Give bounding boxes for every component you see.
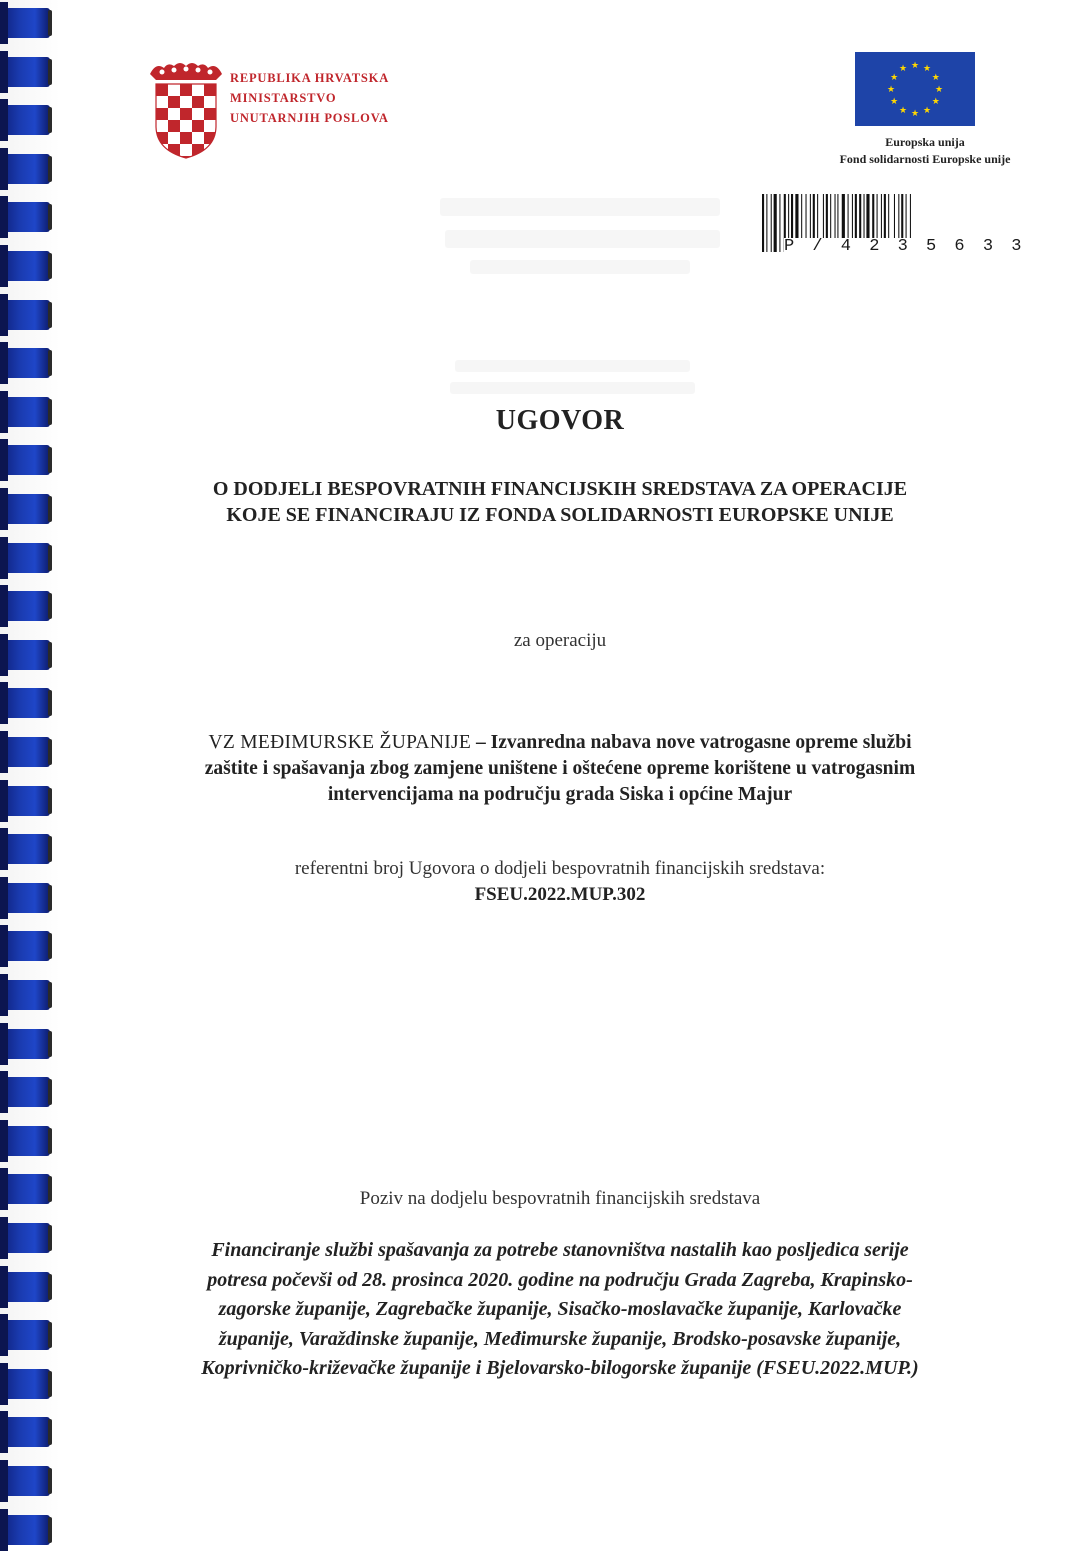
document-title: UGOVOR <box>495 405 625 436</box>
binding-coil <box>0 251 50 281</box>
spiral-binding <box>0 0 60 1537</box>
eu-star-icon: ★ <box>922 104 932 115</box>
eu-star-icon: ★ <box>890 96 899 106</box>
eu-star-icon: ★ <box>910 108 920 118</box>
institution-name <box>230 68 389 128</box>
binding-coil <box>0 834 50 864</box>
binding-coil <box>0 57 50 87</box>
binding-coil <box>0 348 50 378</box>
call-title-line: županije, Varaždinske županije, Međimurske županije, Brodsko-posavske županije, <box>218 1327 902 1350</box>
operation-description <box>130 730 990 808</box>
binding-coil <box>0 640 50 670</box>
call-label: Poziv na dodjelu bespovratnih financijskih sredstava <box>359 1188 761 1209</box>
binding-coil <box>0 300 50 330</box>
eu-star-icon: ★ <box>898 63 908 74</box>
eu-star-icon: ★ <box>898 104 908 115</box>
binding-coil <box>0 591 50 621</box>
eu-star-icon: ★ <box>890 72 899 82</box>
operation-description-line: intervencijama na području grada Siska i općine Majur <box>327 784 793 805</box>
eu-label-line: Europska unija <box>885 135 965 149</box>
barcode-number: P / 4 2 3 5 6 3 3 <box>784 237 1026 256</box>
binding-coil <box>0 1369 50 1399</box>
institution-line: REPUBLIKA HRVATSKA <box>230 71 390 85</box>
subtitle-line: KOJE SE FINANCIRAJU IZ FONDA SOLIDARNOSTI EUROPSKE UNIJE <box>226 504 894 526</box>
eu-star-icon: ★ <box>931 96 940 106</box>
binding-coil <box>0 883 50 913</box>
reference-number: FSEU.2022.MUP.302 <box>474 884 646 905</box>
institution-line: UNUTARNJIH POSLOVA <box>230 111 389 125</box>
eu-star-icon: ★ <box>910 60 920 70</box>
binding-coil <box>0 737 50 767</box>
operation-name: VZ MEĐIMURSKE ŽUPANIJE <box>208 732 472 753</box>
binding-coil <box>0 1223 50 1253</box>
binding-coil <box>0 1515 50 1545</box>
eu-label-line: Fond solidarnosti Europske unije <box>839 152 1011 166</box>
show-through-text <box>455 360 690 372</box>
reference-label: referentni broj Ugovora o dodjeli bespovratnih financijskih sredstava: <box>294 858 826 879</box>
eu-star-icon: ★ <box>922 63 932 74</box>
binding-coil <box>0 1174 50 1204</box>
binding-coil <box>0 980 50 1010</box>
binding-coil <box>0 1029 50 1059</box>
operation-description-line: – Izvanredna nabava nove vatrogasne opreme službi <box>471 732 912 753</box>
document-subtitle <box>140 476 980 528</box>
operation-description-line: zaštite i spašavanja zbog zamjene uništene i oštećene opreme korištene u vatrogasnim <box>204 758 916 779</box>
binding-coil <box>0 202 50 232</box>
binding-coil <box>0 1320 50 1350</box>
show-through-text <box>470 260 690 274</box>
binding-coil <box>0 931 50 961</box>
binding-coil <box>0 786 50 816</box>
call-title-line: zagorske županije, Zagrebačke županije, Sisačko-moslavačke županije, Karlovačke <box>218 1298 902 1320</box>
binding-coil <box>0 1466 50 1496</box>
show-through-text <box>440 198 720 216</box>
binding-coil <box>0 1126 50 1156</box>
for-operation-label: za operaciju <box>513 630 607 651</box>
show-through-text <box>445 230 720 248</box>
call-title-line: potresa počevši od 28. prosinca 2020. godine na području Grada Zagreba, Krapinsko- <box>207 1268 913 1291</box>
eu-star-icon: ★ <box>931 72 940 82</box>
binding-coil <box>0 445 50 475</box>
binding-coil <box>0 543 50 573</box>
binding-coil <box>0 688 50 718</box>
binding-coil <box>0 1417 50 1447</box>
binding-coil <box>0 1272 50 1302</box>
binding-coil <box>0 1077 50 1107</box>
eu-star-icon: ★ <box>934 84 944 94</box>
subtitle-line: O DODJELI BESPOVRATNIH FINANCIJSKIH SREDSTAVA ZA OPERACIJE <box>212 478 908 500</box>
call-title <box>140 1236 980 1384</box>
binding-coil <box>0 105 50 135</box>
binding-coil <box>0 154 50 184</box>
call-title-line: Koprivničko-križevačke županije i Bjelovarsko-bilogorske županije (FSEU.2022.MUP.) <box>201 1357 919 1379</box>
institution-line: MINISTARSTVO <box>230 91 337 105</box>
binding-coil <box>0 8 50 38</box>
binding-coil <box>0 494 50 524</box>
show-through-text <box>450 382 695 394</box>
call-title-line: Financiranje službi spašavanja za potrebe stanovništva nastalih kao posljedica serije <box>211 1239 909 1261</box>
binding-coil <box>0 397 50 427</box>
eu-flag-icon <box>855 52 975 126</box>
eu-star-icon: ★ <box>886 84 896 94</box>
croatian-coat-of-arms-icon <box>146 60 226 160</box>
eu-fund-label <box>790 134 1060 168</box>
